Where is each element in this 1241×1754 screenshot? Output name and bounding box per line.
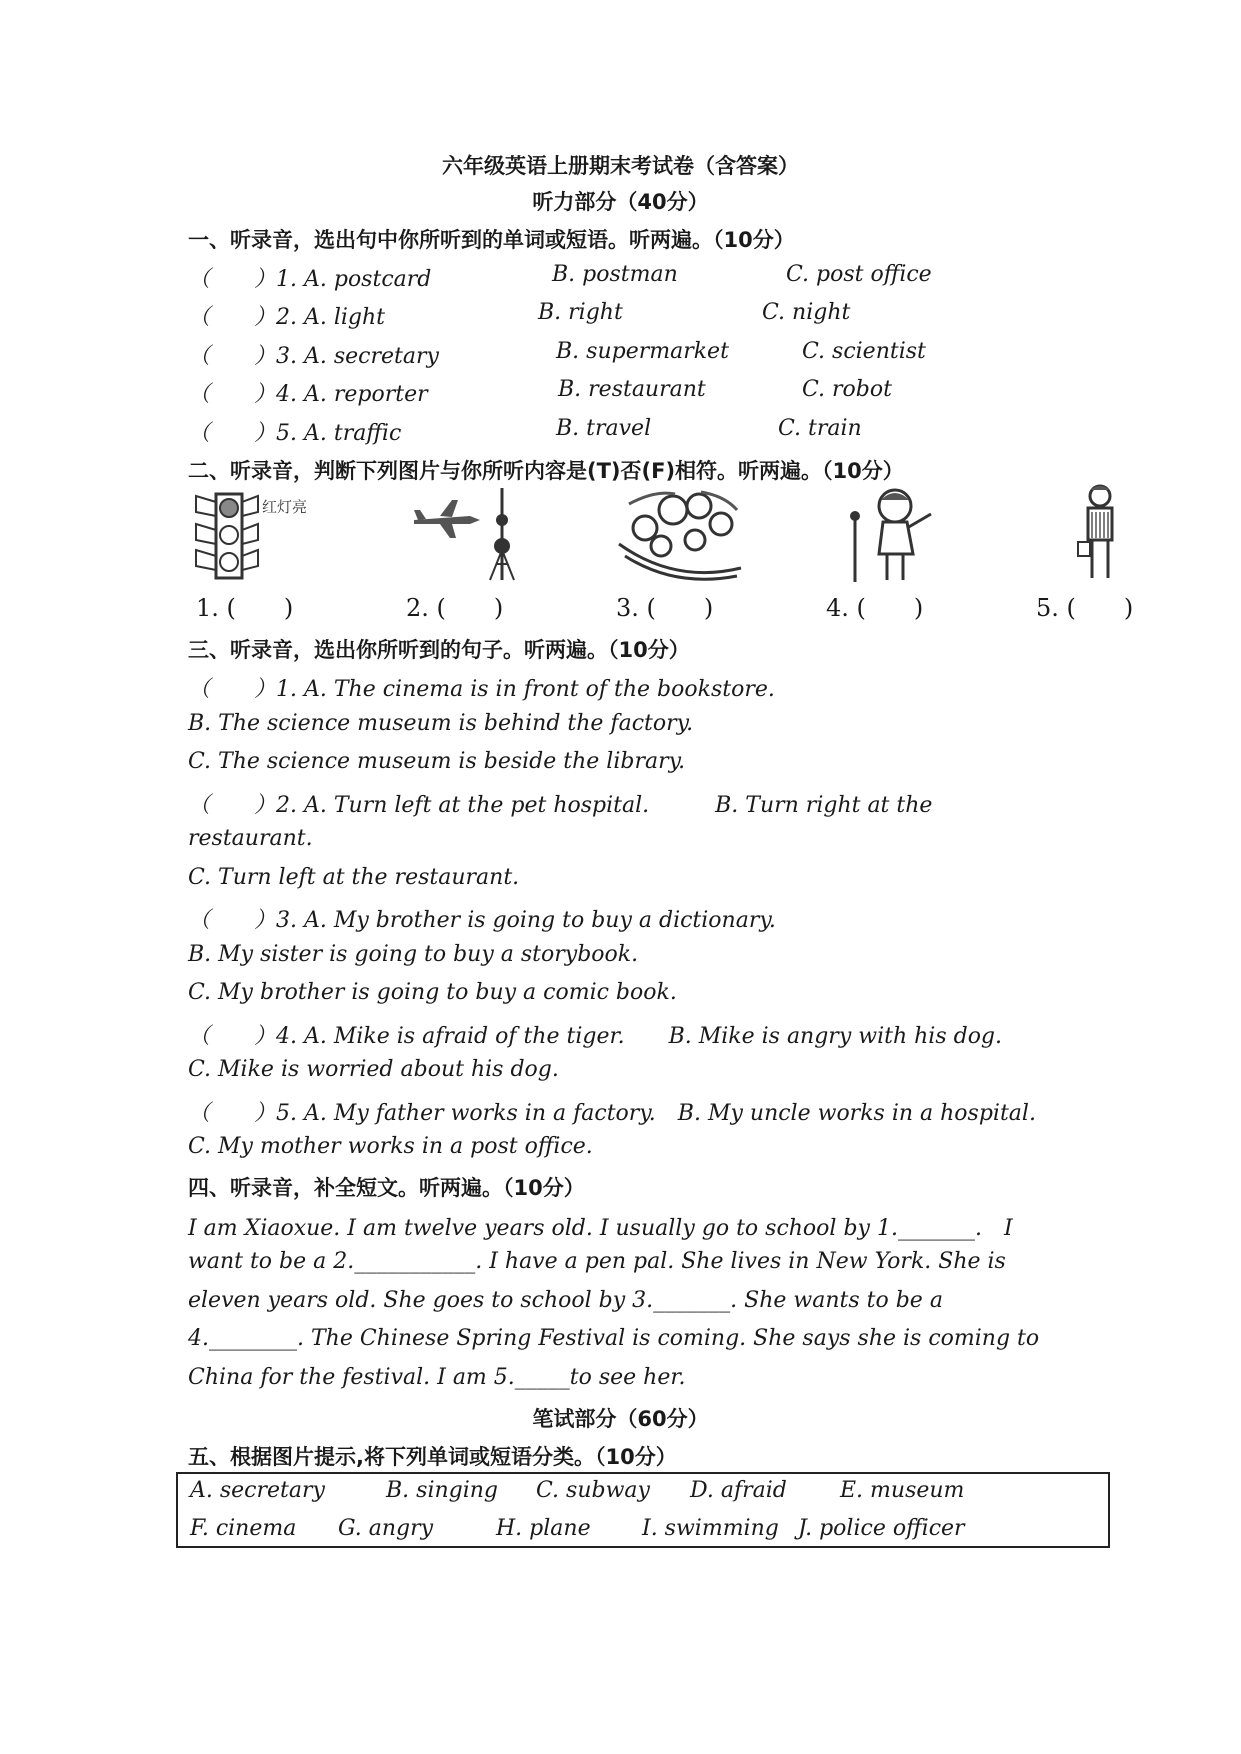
part1-item-b: B. travel bbox=[556, 416, 652, 441]
part1-item-c: C. train bbox=[778, 416, 862, 441]
part3-line: （ ）3. A. My brother is going to buy a dictionary. bbox=[188, 908, 776, 933]
word-option: B. singing bbox=[386, 1478, 499, 1503]
word-option: H. plane bbox=[496, 1516, 591, 1541]
part1-item-a: （ ）4. A. reporter bbox=[188, 382, 428, 407]
part1-item-b: B. supermarket bbox=[556, 339, 729, 364]
part3-line: restaurant. bbox=[188, 826, 313, 851]
part3-line: C. My mother works in a post office. bbox=[188, 1134, 593, 1159]
word-option: J. police officer bbox=[798, 1516, 965, 1541]
part1-item-b: B. right bbox=[538, 300, 623, 325]
written-header: 笔试部分（60分） bbox=[532, 1407, 709, 1431]
part1-item-a: （ ）5. A. traffic bbox=[188, 421, 402, 446]
plane-tower-icon bbox=[410, 486, 530, 582]
part3-line: C. The science museum is beside the library. bbox=[188, 749, 686, 774]
part3-line: （ ）5. A. My father works in a factory. B. My uncle works in a hospital. bbox=[188, 1101, 1036, 1126]
picture-answer-label: 2. ( ) bbox=[406, 594, 504, 622]
picture-answer-label: 5. ( ) bbox=[1036, 594, 1134, 622]
part3-line: B. The science museum is behind the factory. bbox=[188, 711, 694, 736]
part2-heading: 二、听录音，判断下列图片与你所听内容是(T)否(F)相符。听两遍。（10分） bbox=[188, 459, 904, 483]
part1-item-c: C. night bbox=[762, 300, 851, 325]
word-option: C. subway bbox=[536, 1478, 650, 1503]
word-option: D. afraid bbox=[690, 1478, 787, 1503]
part4-line: want to be a 2.___________. I have a pen pal. She lives in New York. She is bbox=[188, 1249, 1006, 1274]
picture-answer-label: 4. ( ) bbox=[826, 594, 924, 622]
man-with-bag-icon bbox=[1070, 482, 1130, 582]
part4-line: China for the festival. I am 5._____to see her. bbox=[188, 1365, 686, 1390]
word-option: E. museum bbox=[840, 1478, 965, 1503]
part1-item-c: C. robot bbox=[802, 377, 892, 402]
part1-item-a: （ ）2. A. light bbox=[188, 305, 386, 330]
part1-item-c: C. post office bbox=[786, 262, 932, 287]
part5-heading: 五、根据图片提示,将下列单词或短语分类。（10分） bbox=[188, 1445, 677, 1469]
picture-answer-label: 1. ( ) bbox=[196, 594, 294, 622]
word-bank-box bbox=[176, 1472, 1110, 1548]
part3-line: B. My sister is going to buy a storybook. bbox=[188, 942, 639, 967]
part3-heading: 三、听录音，选出你所听到的句子。听两遍。（10分） bbox=[188, 638, 690, 662]
page-title: 六年级英语上册期末考试卷（含答案） bbox=[442, 154, 799, 178]
people-crowd-icon bbox=[615, 484, 745, 584]
traffic-light-caption: 红灯亮 bbox=[262, 498, 308, 516]
part3-line: C. My brother is going to buy a comic book. bbox=[188, 980, 677, 1005]
part1-item-a: （ ）3. A. secretary bbox=[188, 344, 439, 369]
word-option: A. secretary bbox=[190, 1478, 325, 1503]
part3-line: （ ）1. A. The cinema is in front of the bookstore. bbox=[188, 677, 775, 702]
part1-item-b: B. restaurant bbox=[558, 377, 706, 402]
part3-line: （ ）2. A. Turn left at the pet hospital. B. Turn right at the bbox=[188, 793, 933, 818]
word-option: G. angry bbox=[338, 1516, 434, 1541]
part3-line: C. Mike is worried about his dog. bbox=[188, 1057, 559, 1082]
part1-item-b: B. postman bbox=[552, 262, 678, 287]
word-option: I. swimming bbox=[642, 1516, 779, 1541]
part4-line: I am Xiaoxue. I am twelve years old. I usually go to school by 1._______. I bbox=[188, 1216, 1013, 1241]
part3-line: C. Turn left at the restaurant. bbox=[188, 865, 520, 890]
listening-header: 听力部分（40分） bbox=[532, 190, 709, 214]
picture-answer-label: 3. ( ) bbox=[616, 594, 714, 622]
part4-line: eleven years old. She goes to school by 3._______. She wants to be a bbox=[188, 1288, 943, 1313]
part4-heading: 四、听录音，补全短文。听两遍。（10分） bbox=[188, 1176, 585, 1200]
part3-line: （ ）4. A. Mike is afraid of the tiger. B. Mike is angry with his dog. bbox=[188, 1024, 1003, 1049]
part1-item-c: C. scientist bbox=[802, 339, 926, 364]
word-option: F. cinema bbox=[190, 1516, 297, 1541]
part1-heading: 一、听录音，选出句中你所听到的单词或短语。听两遍。（10分） bbox=[188, 228, 795, 252]
part4-line: 4.________. The Chinese Spring Festival is coming. She says she is coming to bbox=[188, 1326, 1040, 1351]
girl-singing-icon bbox=[835, 484, 945, 584]
traffic-light-icon bbox=[190, 490, 330, 582]
part1-item-a: （ ）1. A. postcard bbox=[188, 267, 432, 292]
